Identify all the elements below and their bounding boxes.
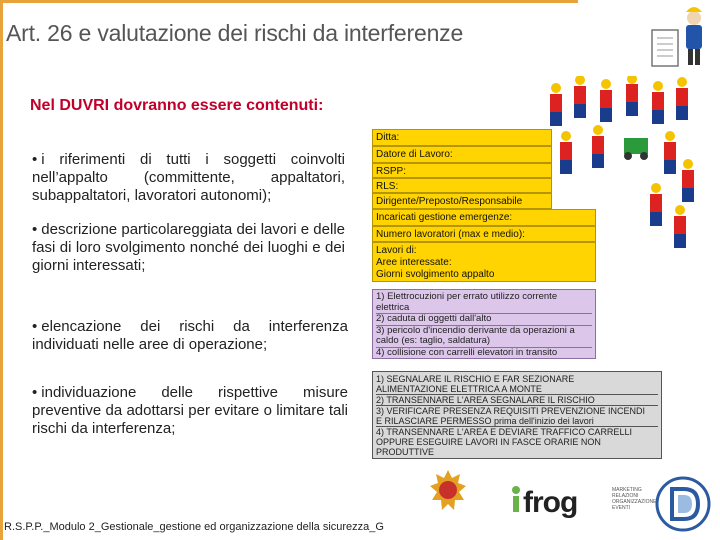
form-line: Lavori di: <box>376 245 417 256</box>
bullet-subjects <box>32 151 345 205</box>
frog-logo-side-text: MARKETING RELAZIONI ORGANIZZAZIONE EVENTI <box>612 487 657 511</box>
checklist-worker-illustration <box>648 0 720 70</box>
bullet-marker: • <box>32 384 38 401</box>
measure-line: 2) TRANSENNARE L'AREA SEGNALARE IL RISCHIO <box>376 394 658 405</box>
bullet-marker: • <box>32 221 38 238</box>
form-field-numero-lavoratori: Numero lavoratori (max e medio): <box>372 226 596 242</box>
bullet-text: elencazione dei rischi da interferenza individuati nelle aree di operazione; <box>32 318 348 353</box>
form-field-lavori <box>372 242 596 282</box>
bullet-preventive-measures <box>32 384 348 438</box>
risk-line: caldo (es: taglio, saldatura) <box>376 335 491 346</box>
risk-line: 2) caduta di oggetti dall'alto <box>376 313 592 325</box>
form-field-datore: Datore di Lavoro: <box>372 146 552 163</box>
form-field-rls: RLS: <box>372 178 552 193</box>
risks-box <box>372 289 596 359</box>
measure-line: ALIMENTAZIONE ELETTRICA A MONTE <box>376 384 542 394</box>
form-line: Aree interessate: <box>376 257 452 268</box>
frog-logo-text: frog <box>523 486 578 519</box>
risk-line: 1) Elettrocuzioni per errato utilizzo corrente <box>376 291 558 302</box>
bullet-risks-list <box>32 318 348 354</box>
seal-logo <box>428 468 468 514</box>
measure-line: 3) VERIFICARE PRESENZA REQUISITI PREVENZIONE INCENDI <box>376 405 658 416</box>
bullet-marker: • <box>32 318 38 335</box>
measure-line: E RILASCIARE PERMESSO prima dell'inizio dei lavori <box>376 416 594 426</box>
slide-title: Art. 26 e valutazione dei rischi da interferenze <box>6 20 464 46</box>
risk-line: 4) collisione con carrelli elevatori in transito <box>376 347 592 359</box>
slide-frame-top <box>0 0 578 3</box>
bullet-marker: • <box>32 151 38 168</box>
slide-footer: R.S.P.P._Modulo 2_Gestionale_gestione ed organizzazione della sicurezza_G <box>4 521 384 533</box>
measure-line: PRODUTTIVE <box>376 447 435 457</box>
form-field-rspp: RSPP: <box>372 163 552 178</box>
bullet-text: i riferimenti di tutti i soggetti coinvolti nell’appalto (committente, appaltatori, subappaltatori, lavoratori autonomi); <box>32 151 345 204</box>
risk-line: 3) pericolo d'incendio derivante da operazioni a <box>376 325 592 337</box>
risk-line: elettrica <box>376 301 410 313</box>
bullet-works-description <box>32 221 345 275</box>
bullet-text: individuazione delle rispettive misure preventive da adottarsi per evitare o limitare tali rischi da interferenza; <box>32 384 348 437</box>
form-field-dirigente: Dirigente/Preposto/Responsabile <box>372 193 552 209</box>
measures-box <box>372 371 662 459</box>
form-field-ditta: Ditta: <box>372 129 552 146</box>
measure-line: 4) TRANSENNARE L'AREA E DEVIARE TRAFFICO CARRELLI <box>376 426 658 437</box>
slide-frame-left <box>0 0 3 540</box>
bullet-text: descrizione particolareggiata dei lavori e delle fasi di loro svolgimento nonché dei luoghi e dei giorni interessati; <box>32 221 345 274</box>
duvri-subtitle: Nel DUVRI dovranno essere contenuti: <box>30 97 324 114</box>
measure-line: OPPURE ESEGUIRE LAVORI IN FASCE ORARIE NON <box>376 437 601 447</box>
form-line: Giorni svolgimento appalto <box>376 269 495 280</box>
measure-line: 1) SEGNALARE IL RISCHIO E FAR SEZIONARE <box>376 374 575 384</box>
form-field-incaricati: Incaricati gestione emergenze: <box>372 209 596 226</box>
frog-logo-mark <box>510 484 522 514</box>
circle-d-logo <box>654 475 712 533</box>
